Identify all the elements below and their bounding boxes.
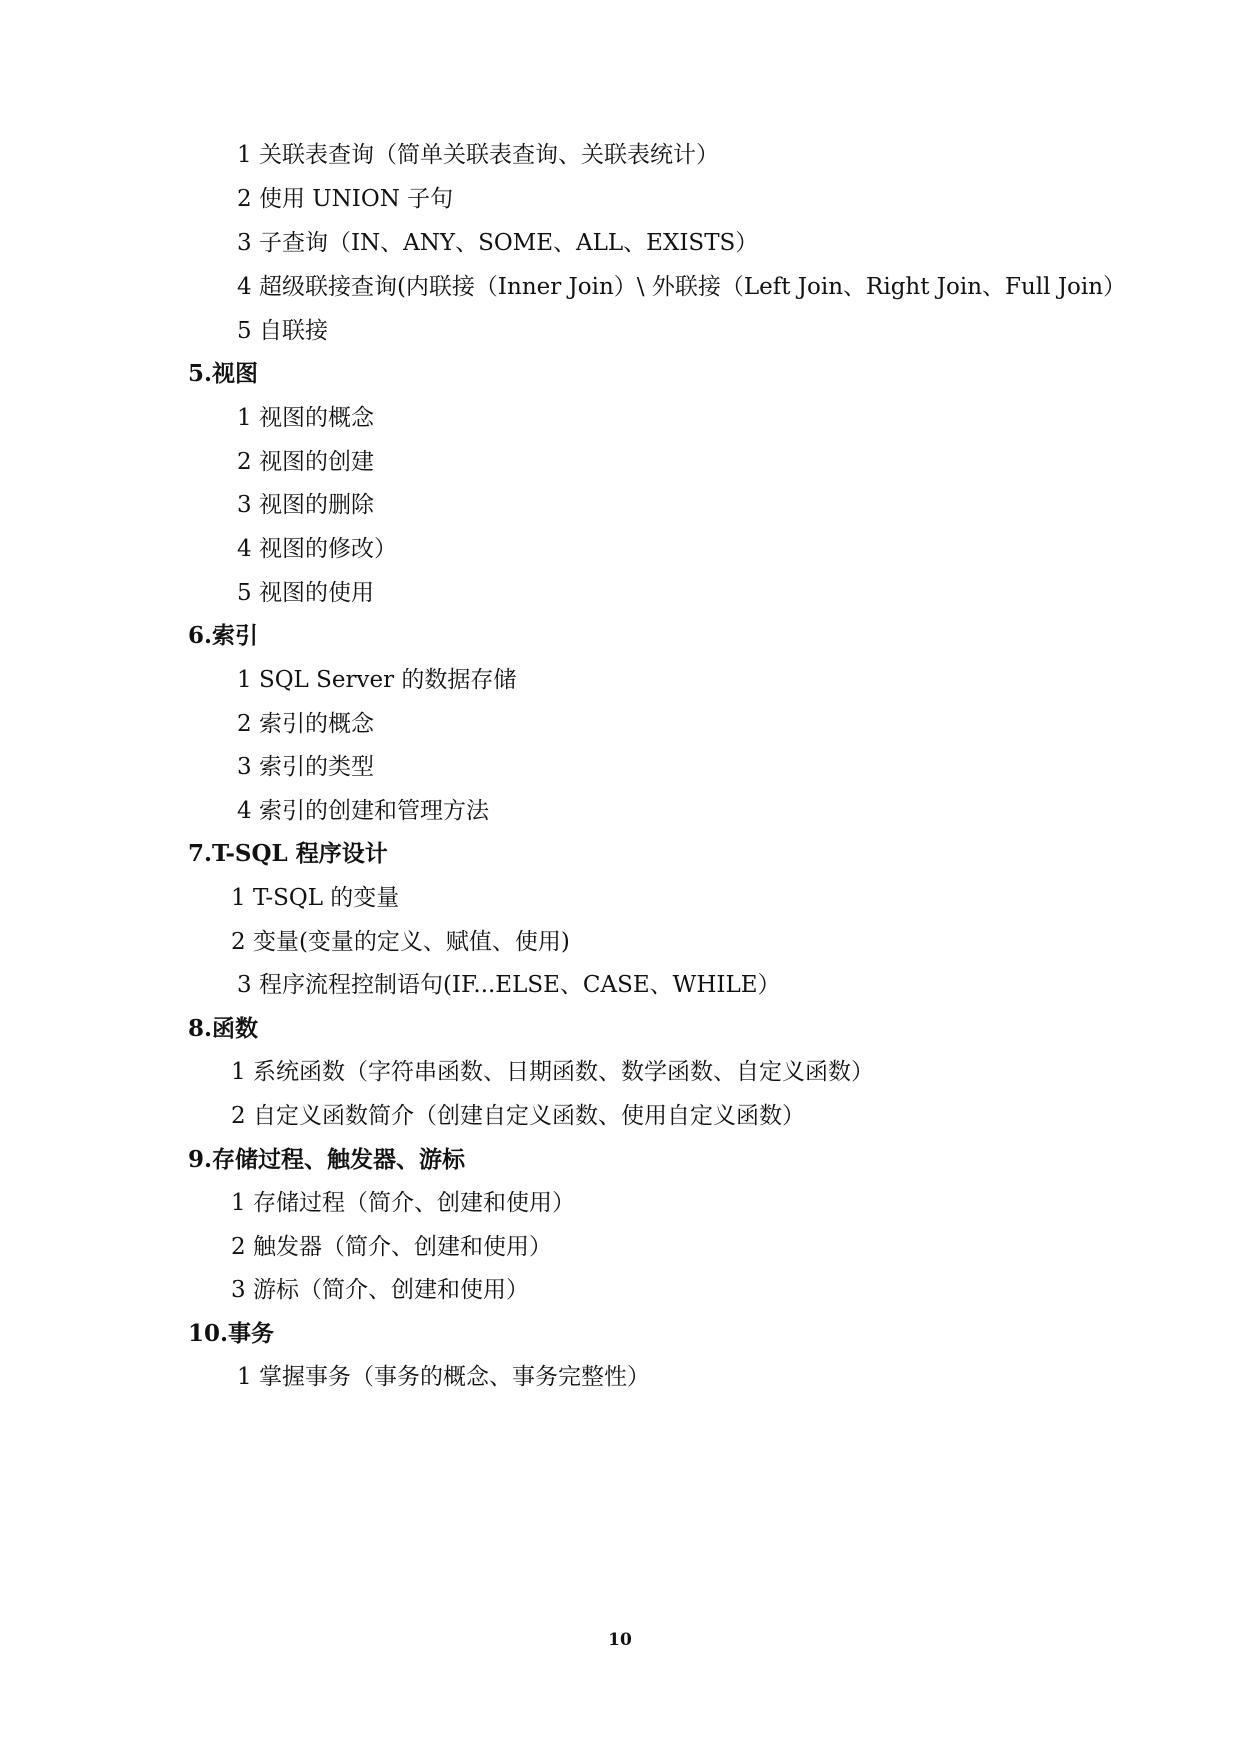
list-item: 1 存储过程（简介、创建和使用） — [231, 1190, 575, 1216]
section-heading-procedures: 9.存储过程、触发器、游标 — [188, 1146, 466, 1173]
page-number: 10 — [608, 1630, 632, 1650]
list-item: 4 视图的修改） — [237, 536, 397, 562]
list-item: 3 索引的类型 — [237, 754, 374, 780]
list-item: 1 T-SQL 的变量 — [231, 885, 400, 911]
list-item: 3 游标（简介、创建和使用） — [231, 1277, 529, 1303]
list-item: 3 视图的删除 — [237, 492, 374, 518]
list-item: 5 视图的使用 — [237, 580, 374, 606]
list-item: 5 自联接 — [237, 318, 328, 344]
list-item: 1 关联表查询（简单关联表查询、关联表统计） — [237, 142, 719, 168]
list-item: 2 使用 UNION 子句 — [237, 186, 454, 212]
list-item: 2 视图的创建 — [237, 449, 374, 475]
list-item: 3 子查询（IN、ANY、SOME、ALL、EXISTS） — [237, 230, 759, 256]
list-item: 4 索引的创建和管理方法 — [237, 798, 489, 824]
list-item: 3 程序流程控制语句(IF...ELSE、CASE、WHILE） — [237, 972, 781, 998]
list-item: 1 SQL Server 的数据存储 — [237, 667, 517, 693]
list-item: 1 掌握事务（事务的概念、事务完整性） — [237, 1364, 650, 1390]
list-item: 2 变量(变量的定义、赋值、使用) — [231, 929, 570, 955]
section-heading-transactions: 10.事务 — [188, 1320, 275, 1347]
list-item: 1 视图的概念 — [237, 405, 374, 431]
section-heading-views: 5.视图 — [188, 360, 259, 387]
list-item: 1 系统函数（字符串函数、日期函数、数学函数、自定义函数） — [231, 1059, 874, 1085]
list-item: 2 索引的概念 — [237, 711, 374, 737]
list-item: 2 自定义函数简介（创建自定义函数、使用自定义函数） — [231, 1103, 805, 1129]
list-item: 4 超级联接查询(内联接（Inner Join）\ 外联接（Left Join、Right Join、Full Join） — [237, 274, 1127, 300]
section-heading-tsql: 7.T-SQL 程序设计 — [188, 840, 388, 867]
list-item: 2 触发器（简介、创建和使用） — [231, 1234, 552, 1260]
section-heading-functions: 8.函数 — [188, 1015, 259, 1042]
section-heading-indexes: 6.索引 — [188, 622, 259, 649]
